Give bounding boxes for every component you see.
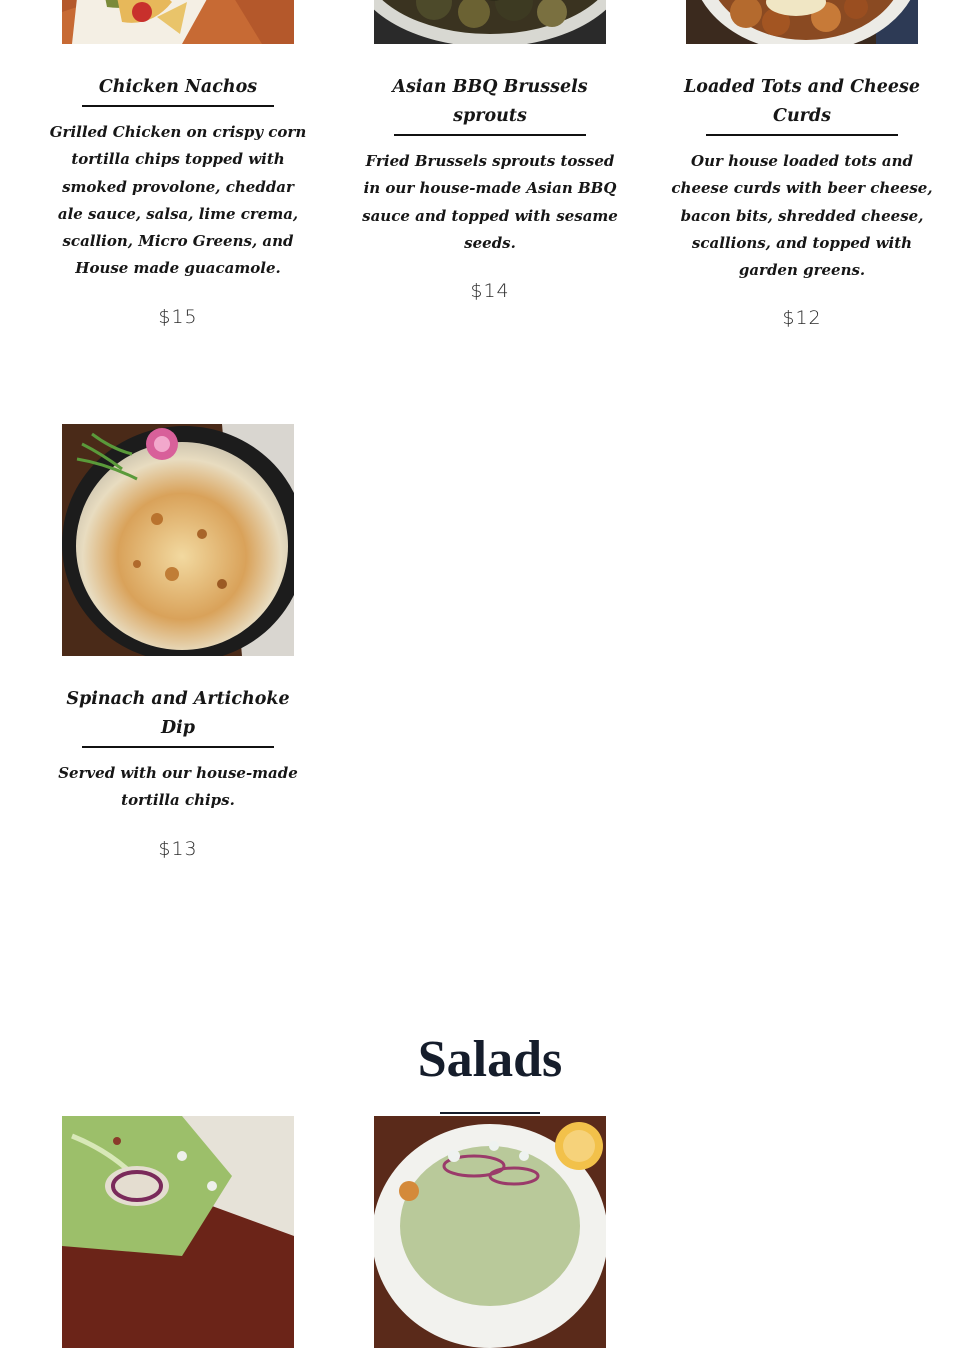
loaded-tots-photo[interactable] xyxy=(686,0,918,44)
salad-photo-1[interactable] xyxy=(62,1116,294,1348)
menu-item-spinach-dip xyxy=(47,685,309,860)
title-divider xyxy=(706,134,898,136)
item-description: Our house loaded tots and cheese curds with beer cheese, bacon bits, shredded cheese, scallions, and topped with garden greens. xyxy=(671,152,933,280)
chicken-nachos-photo[interactable] xyxy=(62,0,294,44)
item-title: Chicken Nachos xyxy=(98,77,258,97)
menu-item-asian-bbq-brussels xyxy=(359,73,621,302)
item-description: Fried Brussels sprouts tossed in our house-made Asian BBQ sauce and topped with sesame seeds. xyxy=(362,152,618,252)
title-divider xyxy=(394,134,586,136)
item-description: Grilled Chicken on crispy corn tortilla chips topped with smoked provolone, cheddar ale sauce, salsa, lime crema, scallion, Micro Greens, and House made guacamole. xyxy=(49,123,307,278)
spinach-dip-photo[interactable] xyxy=(62,424,294,656)
item-price: $12 xyxy=(782,307,822,330)
menu-item-chicken-nachos xyxy=(47,73,309,328)
salad-photo-2[interactable] xyxy=(374,1116,606,1348)
item-price: $14 xyxy=(470,280,510,303)
item-title: Loaded Tots and Cheese Curds xyxy=(683,77,921,126)
section-title-underline xyxy=(440,1112,540,1114)
item-price: $13 xyxy=(158,837,198,860)
salads-section-title: Salads xyxy=(417,1031,563,1088)
item-description: Served with our house-made tortilla chips. xyxy=(58,764,298,810)
title-divider xyxy=(82,105,274,107)
menu-item-loaded-tots xyxy=(671,73,933,329)
title-divider xyxy=(82,746,274,748)
item-title: Spinach and Artichoke Dip xyxy=(66,689,290,738)
asian-bbq-brussels-photo[interactable] xyxy=(374,0,606,44)
item-title: Asian BBQ Brussels sprouts xyxy=(392,77,588,126)
item-price: $15 xyxy=(158,305,198,328)
